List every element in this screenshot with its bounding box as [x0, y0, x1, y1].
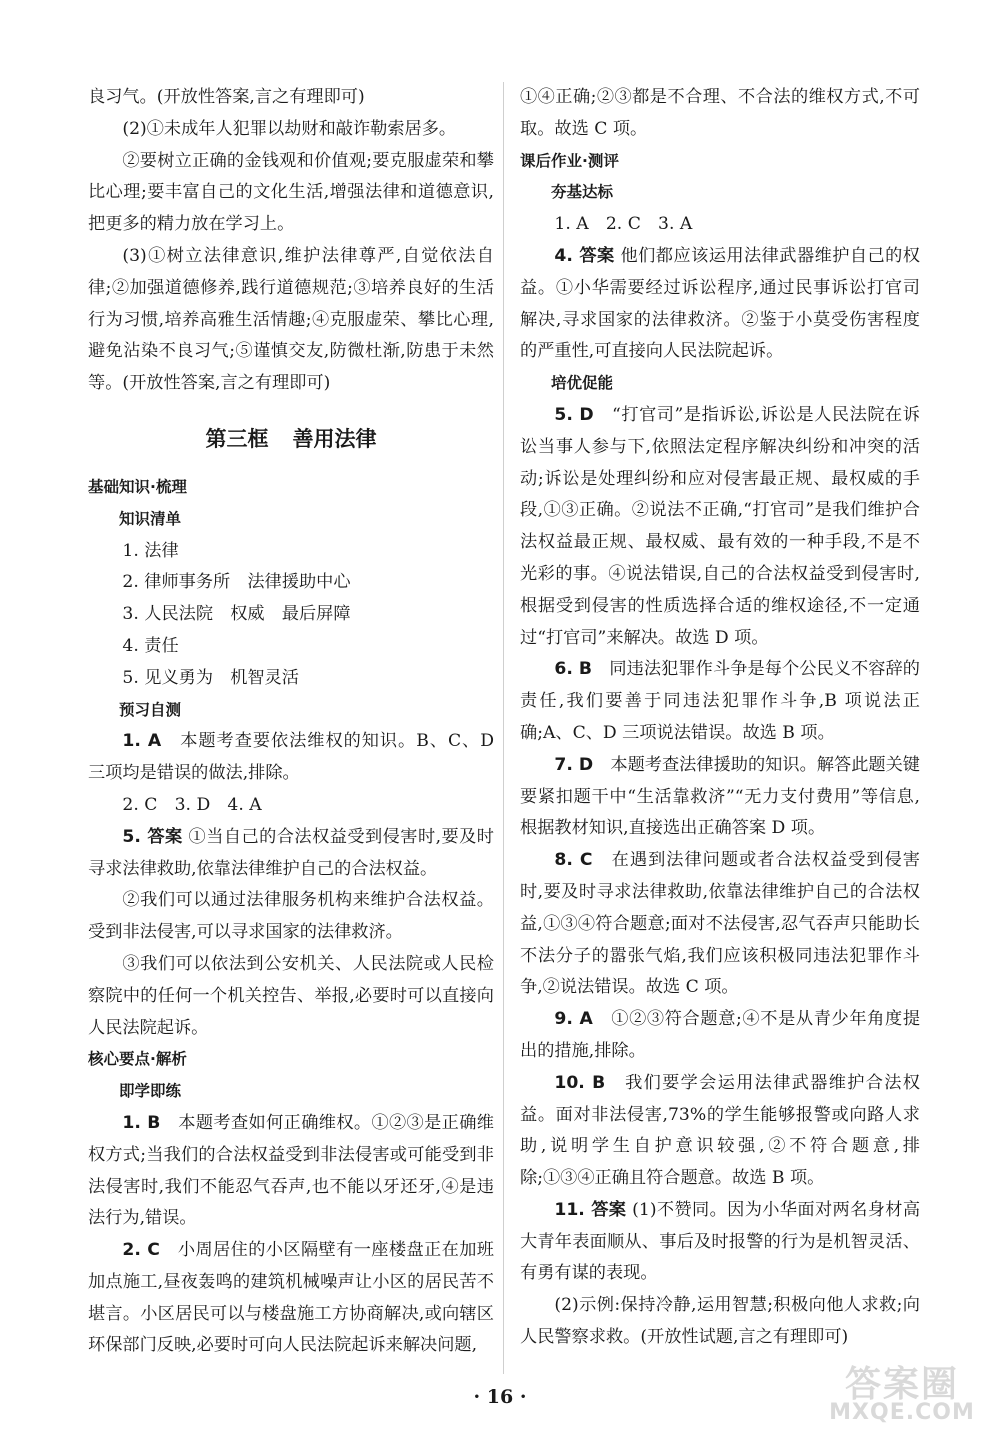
left-column [88, 82, 494, 1362]
item-text: ①②③符合题意;④不是从青少年角度提出的措施,排除。 [520, 1009, 921, 1061]
answer-item: 4. 责任 [122, 635, 179, 656]
item-text: 同违法犯罪作斗争是每个公民义不容辞的责任,我们要善于同违法犯罪作斗争,B 项说法正确;A、C、D 三项说法错误。故选 B 项。 [520, 659, 920, 743]
item-text: 我们要学会运用法律武器维护合法权益。面对非法侵害,73%的学生能够报警或向路人求助,说明学生自护意识较强,②不符合题意,排除;①③④正确且符合题意。故选 B 项。 [520, 1072, 920, 1189]
answer-item [520, 750, 920, 845]
answer-item [520, 654, 920, 749]
item-number: 4. 答案 [554, 245, 615, 266]
subsection-heading: 预习自测 [119, 700, 182, 719]
answer-item: 2. C 3. D 4. A [122, 794, 262, 815]
paragraph: (3)①树立法律意识,维护法律尊严,自觉依法自律;②加强道德修养,践行道德规范;③培养良好的生活行为习惯,培养高雅生活情趣;④克服虚荣、攀比心理,避免沾染不良习气;⑤谨慎交友,防微杜渐,防患于未然等。(开放性答案,言之有理即可) [88, 245, 494, 394]
item-text: 本题考查法律援助的知识。解答此题关键要紧扣题干中“生活靠救济”“无力支付费用”等信息,根据教材知识,直接选出正确答案 D 项。 [520, 754, 920, 839]
answer-item [520, 845, 920, 1004]
item-number: 10. B [554, 1072, 606, 1093]
paragraph: (2)①未成年人犯罪以劫财和敲诈勒索居多。 [122, 118, 457, 139]
item-text: 本题考查要依法维权的知识。B、C、D 三项均是错误的做法,排除。 [88, 731, 494, 784]
section-heading: 基础知识·梳理 [88, 477, 187, 496]
paragraph: ②要树立正确的金钱观和价值观;要克服虚荣和攀比心理;要丰富自己的文化生活,增强法律和道德意识,把更多的精力放在学习上。 [88, 150, 494, 235]
watermark-text: 答案圈 [844, 1364, 959, 1405]
answer-item [520, 241, 920, 368]
paragraph: 良习气。(开放性答案,言之有理即可) [88, 87, 365, 107]
item-text: ①当自己的合法权益受到侵害时,要及时寻求法律救助,依靠法律维护自己的合法权益。 [88, 826, 494, 879]
subsection-heading: 知识清单 [119, 509, 182, 528]
item-number: 6. B [554, 659, 593, 680]
section-heading: 核心要点·解析 [88, 1050, 187, 1069]
item-text: 在遇到法律问题或者合法权益受到侵害时,要及时寻求法律救助,依靠法律维护自己的合法权益,①③④符合题意;面对不法侵害,忍气吞声只能助长不法分子的嚣张气焰,我们应该积极同违法犯罪作斗争,②说法错误。故选 C 项。 [520, 850, 920, 998]
section-heading: 课后作业·测评 [520, 151, 619, 170]
item-number: 1. A [122, 731, 162, 752]
answer-item: 1. A 2. C 3. A [554, 214, 693, 235]
item-number: 5. D [554, 404, 594, 425]
item-number: 7. D [554, 754, 594, 775]
lesson-title-b: 善用法律 [292, 426, 377, 451]
page-number: · 16 · [473, 1386, 527, 1408]
subsection-heading: 即学即练 [119, 1082, 182, 1101]
item-number: 11. 答案 [554, 1199, 627, 1220]
answer-item [520, 1068, 920, 1195]
paragraph: ①④正确;②③都是不合理、不合法的维权方式,不可取。故选 C 项。 [520, 87, 920, 139]
answer-item: 5. 见义勇为 机智灵活 [122, 667, 299, 688]
item-number: 5. 答案 [122, 826, 183, 847]
lesson-title-a: 第三框 [205, 426, 269, 451]
right-column [520, 82, 920, 1354]
lesson-title [88, 406, 494, 472]
subsection-heading: 夯基达标 [551, 183, 614, 202]
item-text: “打官司”是指诉讼,诉讼是人民法院在诉讼当事人参与下,依照法定程序解决纠纷和冲突的活动;诉讼是处理纠纷和应对侵害最正规、最权威的手段,①③正确。②说法不正确,“打官司”是我们维护合法权益最正规、最权威、最有效的一种手段,不是不光彩的事。④说法错误,自己的合法权益受到侵害时,根据受到侵害的性质选择合适的维权途径,不一定通过“打官司”来解决。故选 D 项。 [520, 404, 920, 648]
watermark-url: MXQE.COM [829, 1400, 975, 1425]
answer-item: 2. 律师事务所 法律援助中心 [122, 572, 351, 593]
item-number: 2. C [122, 1240, 160, 1261]
answer-item: 3. 人民法院 权威 最后屏障 [122, 604, 351, 625]
item-number: 9. A [554, 1009, 593, 1030]
column-divider [503, 82, 504, 1374]
paragraph: (2)示例:保持冷静,运用智慧;积极向他人求救;向人民警察求救。(开放性试题,言之有理即可) [520, 1295, 920, 1348]
answer-item [88, 1235, 494, 1362]
paragraph: ②我们可以通过法律服务机构来维护合法权益。受到非法侵害,可以寻求国家的法律救济。 [88, 890, 494, 943]
subsection-heading: 培优促能 [551, 374, 614, 393]
answer-item [520, 1195, 920, 1290]
item-number: 1. B [122, 1112, 161, 1133]
answer-item: 1. 法律 [122, 540, 179, 561]
answer-item [88, 1108, 494, 1235]
watermark-logo [818, 1356, 986, 1426]
answer-item [88, 726, 494, 790]
item-text: (1)不赞同。因为小华面对两名身材高大青年表面顺从、事后及时报警的行为是机智灵活、有勇有谋的表现。 [520, 1199, 921, 1284]
item-text: 小周居住的小区隔壁有一座楼盘正在加班加点施工,昼夜轰鸣的建筑机械噪声让小区的居民苦不堪言。小区居民可以与楼盘施工方协商解决,或向辖区环保部门反映,必要时可向人民法院起诉来解决问题, [88, 1240, 494, 1356]
item-text: 本题考查如何正确维权。①②③是正确维权方式;当我们的合法权益受到非法侵害或可能受到非法侵害时,我们不能忍气吞声,也不能以牙还牙,④是违法行为,错误。 [88, 1112, 494, 1229]
item-number: 8. C [554, 850, 593, 871]
answer-item [520, 400, 920, 654]
answer-item [88, 822, 494, 886]
paragraph: ③我们可以依法到公安机关、人民法院或人民检察院中的任何一个机关控告、举报,必要时可以直接向人民法院起诉。 [88, 953, 494, 1038]
answer-item [520, 1004, 920, 1068]
item-text: 他们都应该运用法律武器维护自己的权益。①小华需要经过诉讼程序,通过民事诉讼打官司解决,寻求国家的法律救济。②鉴于小莫受伤害程度的严重性,可直接向人民法院起诉。 [520, 245, 920, 362]
